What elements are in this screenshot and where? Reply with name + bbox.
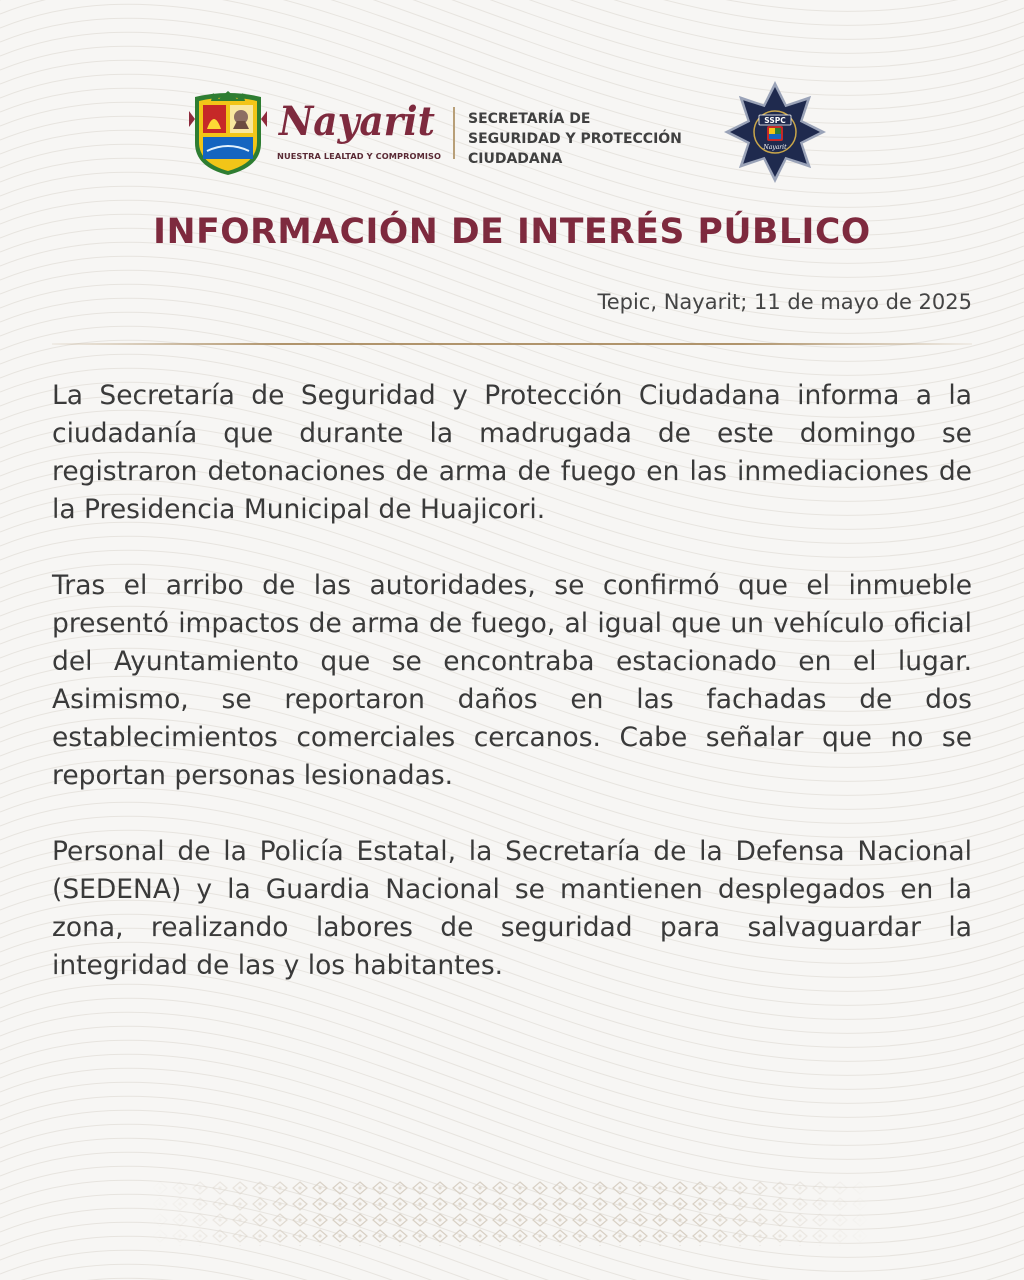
brand-slogan: NUESTRA LEALTAD Y COMPROMISO xyxy=(277,151,442,161)
agency-name xyxy=(468,109,718,169)
agency-line: SECRETARÍA DE xyxy=(468,111,591,127)
header-divider xyxy=(453,107,455,159)
dateline: Tepic, Nayarit; 11 de mayo de 2025 xyxy=(597,290,972,314)
divider xyxy=(52,343,972,345)
nayarit-shield-icon xyxy=(189,91,267,177)
sspc-star-badge-icon xyxy=(723,79,827,185)
paragraph: Tras el arribo de las autoridades, se confirmó que el inmueble presentó impactos de arma de fuego, al igual que un vehículo oficial del Ayuntamiento que se encontraba estacionado en el lugar. Asimismo, se reportaron daños en las fachadas de dos establecimientos comerciales cercanos. Cabe señalar que no se reportan personas lesionadas. xyxy=(52,570,972,791)
agency-line: SEGURIDAD Y PROTECCIÓN xyxy=(468,131,682,147)
paragraph: Personal de la Policía Estatal, la Secretaría de la Defensa Nacional (SEDENA) y la Guardia Nacional se mantienen desplegados en la zona, realizando labores de seguridad para salvaguardar la integridad de las y los habitantes. xyxy=(52,836,972,981)
bulletin-body xyxy=(52,377,972,985)
header xyxy=(185,85,845,195)
page-title: INFORMACIÓN DE INTERÉS PÚBLICO xyxy=(153,212,871,252)
footer-pattern xyxy=(150,1180,870,1246)
svg-text:Nayarit: Nayarit xyxy=(763,144,787,151)
svg-text:SSPC: SSPC xyxy=(764,116,786,125)
nayarit-wordmark-logo xyxy=(277,97,439,145)
svg-text:Nayarit: Nayarit xyxy=(277,98,436,145)
paragraph: La Secretaría de Seguridad y Protección Ciudadana informa a la ciudadanía que durante la madrugada de este domingo se registraron detonaciones de arma de fuego en las inmediaciones de la Presidencia Municipal de Huajicori. xyxy=(52,380,972,525)
agency-line: CIUDADANA xyxy=(468,151,563,167)
